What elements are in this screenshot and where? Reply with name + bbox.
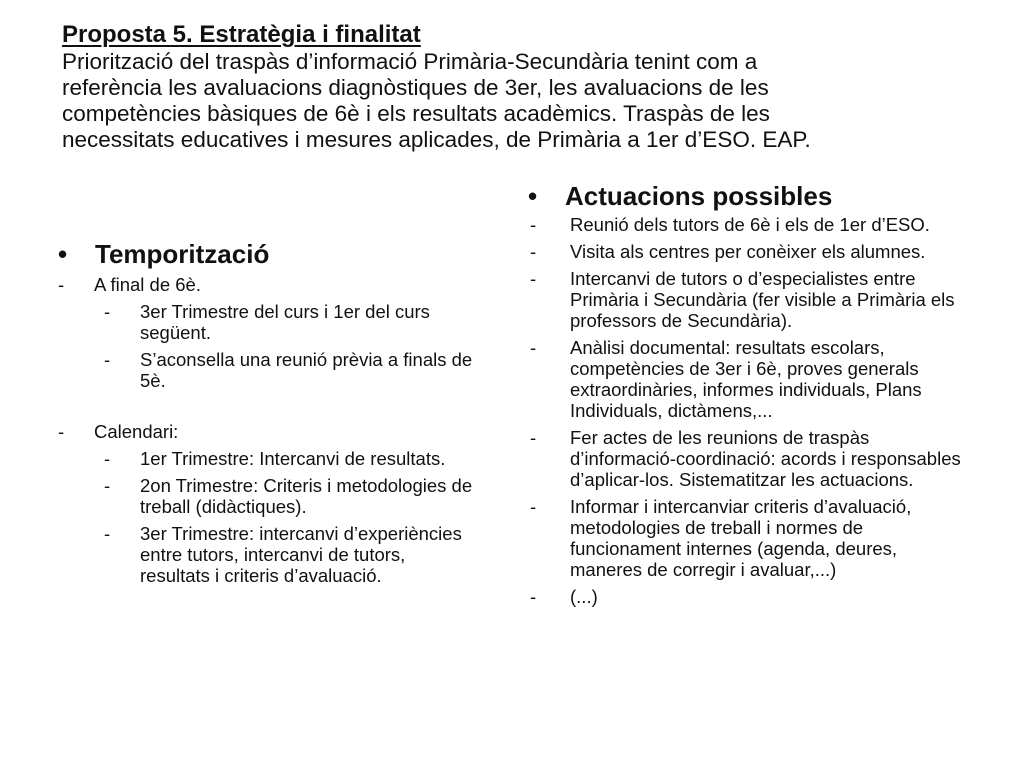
dash-icon: -: [104, 448, 111, 469]
list-item: [528, 214, 968, 235]
list-item-text: Informar i intercanviar criteris d’avaluació, metodologies de treball i normes de funcionament internes (agenda, deures, maneres de corregir i avaluar,...): [570, 496, 912, 580]
dash-icon: -: [530, 241, 537, 262]
sub-list-item: [96, 523, 478, 586]
dash-icon: -: [58, 274, 65, 295]
bullet-icon: •: [528, 181, 538, 211]
sub-list-item: [96, 301, 478, 343]
dash-icon: -: [530, 496, 537, 517]
intro-paragraph: [62, 49, 962, 153]
list-item: [528, 241, 968, 262]
list-item-text: Reunió dels tutors de 6è i els de 1er d’ESO.: [570, 214, 930, 235]
dash-icon: -: [58, 421, 65, 442]
list-item: [58, 421, 478, 586]
dash-icon: -: [530, 214, 537, 235]
list-item-text: Calendari:: [94, 421, 179, 442]
heading-label: Temporització: [95, 239, 270, 269]
sub-list-item: [96, 448, 478, 469]
list-item: [528, 337, 968, 421]
dash-icon: -: [530, 427, 537, 448]
dash-icon: -: [530, 268, 537, 289]
slide-title: Proposta 5. Estratègia i finalitat: [62, 21, 421, 48]
dash-icon: -: [104, 349, 111, 370]
sub-list-item-text: 3er Trimestre del curs i 1er del curs següent.: [140, 301, 430, 343]
dash-icon: -: [104, 475, 111, 496]
sub-list: [94, 301, 478, 391]
list-item: [528, 268, 968, 331]
sub-list: [94, 448, 478, 586]
dash-icon: -: [530, 337, 537, 358]
list-item: [528, 427, 968, 490]
list-item: [528, 496, 968, 580]
temporitzacio-list: [58, 274, 478, 586]
list-item: [58, 274, 478, 391]
sub-list-item-text: S’aconsella una reunió prèvia a finals de 5è.: [140, 349, 473, 391]
spacer: [58, 397, 478, 421]
list-item-text: A final de 6è.: [94, 274, 201, 295]
sub-list-item-text: 3er Trimestre: intercanvi d’experiències entre tutors, intercanvi de tutors, resultats i criteris d’avaluació.: [140, 523, 462, 586]
intro-line: necessitats educatives i mesures aplicades, de Primària a 1er d’ESO. EAP.: [62, 127, 811, 152]
list-item-text: Visita als centres per conèixer els alumnes.: [570, 241, 926, 262]
dash-icon: -: [104, 523, 111, 544]
bullet-icon: •: [58, 239, 68, 269]
actuacions-heading: [528, 180, 968, 212]
sub-list-item: [96, 349, 478, 391]
list-item-text: (...): [570, 586, 598, 607]
list-item: [528, 586, 968, 607]
sub-list-item: [96, 475, 478, 517]
actuacions-column: [528, 180, 968, 613]
actuacions-list: [528, 214, 968, 607]
list-item-text: Intercanvi de tutors o d’especialistes entre Primària i Secundària (fer visible a Primària els professors de Secundària).: [570, 268, 955, 331]
temporitzacio-heading: [58, 238, 478, 270]
list-item-text: Fer actes de les reunions de traspàs d’informació-coordinació: acords i responsables d’aplicar-los. Sistematitzar les actuacions.: [570, 427, 961, 490]
intro-line: competències bàsiques de 6è i els resultats acadèmics. Traspàs de les: [62, 101, 770, 126]
heading-label: Actuacions possibles: [565, 181, 833, 211]
sub-list-item-text: 1er Trimestre: Intercanvi de resultats.: [140, 448, 446, 469]
dash-icon: -: [104, 301, 111, 322]
list-item-text: Anàlisi documental: resultats escolars, competències de 3er i 6è, proves generals extraordinàries, informes individuals, Plans Individuals, dictàmens,...: [570, 337, 922, 421]
dash-icon: -: [530, 586, 537, 607]
intro-line: referència les avaluacions diagnòstiques de 3er, les avaluacions de les: [62, 75, 769, 100]
slide-header: [62, 20, 962, 153]
intro-line: Priorització del traspàs d’informació Primària-Secundària tenint com a: [62, 49, 758, 74]
sub-list-item-text: 2on Trimestre: Criteris i metodologies de treball (didàctiques).: [140, 475, 473, 517]
temporitzacio-column: [58, 238, 478, 592]
